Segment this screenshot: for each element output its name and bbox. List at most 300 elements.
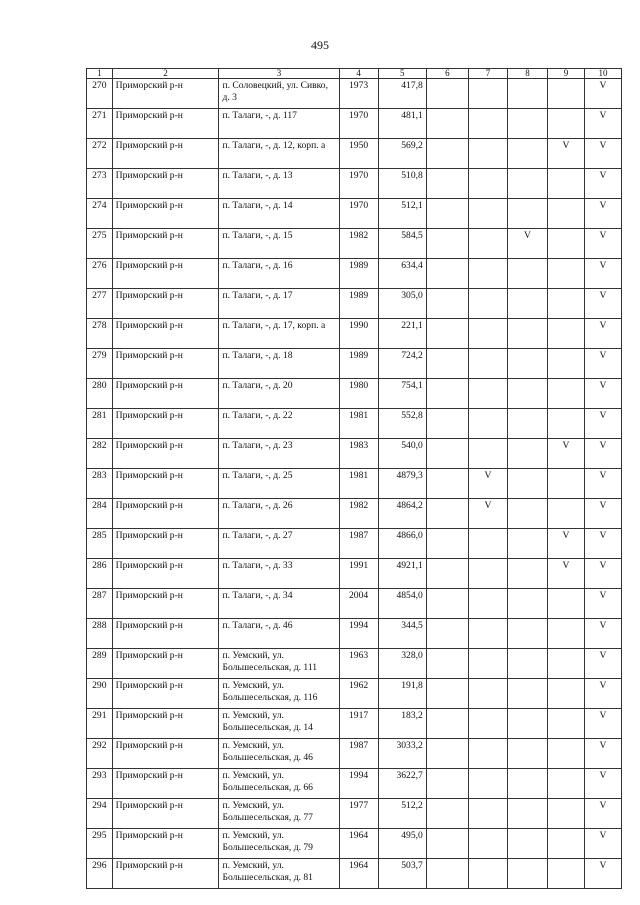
column-10-mark-cell: V — [584, 589, 621, 619]
row-number-cell: 287 — [87, 589, 113, 619]
table-body — [87, 79, 622, 889]
column-7-mark-cell — [468, 829, 507, 859]
column-6-mark-cell — [426, 829, 468, 859]
area-cell: 510,8 — [378, 169, 426, 199]
row-number-cell: 294 — [87, 799, 113, 829]
build-year-cell: 1970 — [339, 199, 378, 229]
build-year-cell: 1994 — [339, 769, 378, 799]
column-8-mark-cell — [507, 199, 547, 229]
district-cell: Приморский р-н — [112, 199, 219, 229]
column-9-mark-cell — [548, 649, 585, 679]
table-row — [87, 439, 622, 469]
column-10-mark-cell: V — [584, 499, 621, 529]
row-number-cell: 296 — [87, 859, 113, 889]
row-number-cell: 288 — [87, 619, 113, 649]
column-10-mark-cell: V — [584, 859, 621, 889]
column-7-mark-cell — [468, 589, 507, 619]
row-number-cell: 295 — [87, 829, 113, 859]
table-row — [87, 469, 622, 499]
column-9-mark-cell — [548, 349, 585, 379]
address-cell: п. Уемский, ул. Большесельская, д. 111 — [219, 649, 339, 679]
address-cell: п. Талаги, -, д. 46 — [219, 619, 339, 649]
column-9-mark-cell: V — [548, 559, 585, 589]
area-cell: 328,0 — [378, 649, 426, 679]
column-header: 7 — [468, 69, 507, 79]
column-8-mark-cell — [507, 739, 547, 769]
area-cell: 481,1 — [378, 109, 426, 139]
address-cell: п. Уемский, ул. Большесельская, д. 46 — [219, 739, 339, 769]
column-number-header-row — [87, 69, 622, 79]
row-number-cell: 283 — [87, 469, 113, 499]
column-7-mark-cell — [468, 109, 507, 139]
column-8-mark-cell — [507, 769, 547, 799]
column-7-mark-cell: V — [468, 499, 507, 529]
column-9-mark-cell — [548, 409, 585, 439]
row-number-cell: 292 — [87, 739, 113, 769]
column-10-mark-cell: V — [584, 229, 621, 259]
column-10-mark-cell: V — [584, 829, 621, 859]
row-number-cell: 285 — [87, 529, 113, 559]
column-6-mark-cell — [426, 559, 468, 589]
column-9-mark-cell — [548, 469, 585, 499]
column-9-mark-cell — [548, 679, 585, 709]
column-7-mark-cell — [468, 259, 507, 289]
address-cell: п. Талаги, -, д. 26 — [219, 499, 339, 529]
column-6-mark-cell — [426, 739, 468, 769]
column-6-mark-cell — [426, 859, 468, 889]
table-row — [87, 289, 622, 319]
column-7-mark-cell — [468, 379, 507, 409]
address-cell: п. Талаги, -, д. 20 — [219, 379, 339, 409]
column-6-mark-cell — [426, 529, 468, 559]
column-10-mark-cell: V — [584, 139, 621, 169]
column-7-mark-cell — [468, 409, 507, 439]
column-10-mark-cell: V — [584, 289, 621, 319]
area-cell: 503,7 — [378, 859, 426, 889]
column-7-mark-cell — [468, 679, 507, 709]
table-row — [87, 739, 622, 769]
district-cell: Приморский р-н — [112, 409, 219, 439]
table-row — [87, 109, 622, 139]
housing-registry-table — [86, 68, 622, 889]
column-10-mark-cell: V — [584, 349, 621, 379]
build-year-cell: 1970 — [339, 169, 378, 199]
row-number-cell: 277 — [87, 289, 113, 319]
column-6-mark-cell — [426, 709, 468, 739]
address-cell: п. Уемский, ул. Большесельская, д. 81 — [219, 859, 339, 889]
column-6-mark-cell — [426, 289, 468, 319]
address-cell: п. Талаги, -, д. 27 — [219, 529, 339, 559]
row-number-cell: 270 — [87, 79, 113, 109]
column-6-mark-cell — [426, 379, 468, 409]
column-10-mark-cell: V — [584, 619, 621, 649]
build-year-cell: 1987 — [339, 739, 378, 769]
column-7-mark-cell — [468, 739, 507, 769]
column-6-mark-cell — [426, 229, 468, 259]
column-9-mark-cell — [548, 739, 585, 769]
row-number-cell: 290 — [87, 679, 113, 709]
area-cell: 4879,3 — [378, 469, 426, 499]
column-10-mark-cell: V — [584, 799, 621, 829]
address-cell: п. Уемский, ул. Большесельская, д. 116 — [219, 679, 339, 709]
column-7-mark-cell — [468, 439, 507, 469]
address-cell: п. Уемский, ул. Большесельская, д. 79 — [219, 829, 339, 859]
column-8-mark-cell — [507, 289, 547, 319]
column-7-mark-cell: V — [468, 469, 507, 499]
column-header: 6 — [426, 69, 468, 79]
column-9-mark-cell — [548, 109, 585, 139]
row-number-cell: 275 — [87, 229, 113, 259]
column-9-mark-cell — [548, 499, 585, 529]
area-cell: 191,8 — [378, 679, 426, 709]
address-cell: п. Талаги, -, д. 25 — [219, 469, 339, 499]
area-cell: 634,4 — [378, 259, 426, 289]
column-9-mark-cell — [548, 199, 585, 229]
column-header: 9 — [548, 69, 585, 79]
column-10-mark-cell: V — [584, 259, 621, 289]
column-6-mark-cell — [426, 319, 468, 349]
table-row — [87, 349, 622, 379]
column-7-mark-cell — [468, 319, 507, 349]
area-cell: 540,0 — [378, 439, 426, 469]
column-8-mark-cell — [507, 109, 547, 139]
column-6-mark-cell — [426, 409, 468, 439]
column-9-mark-cell: V — [548, 529, 585, 559]
district-cell: Приморский р-н — [112, 259, 219, 289]
column-7-mark-cell — [468, 79, 507, 109]
column-6-mark-cell — [426, 139, 468, 169]
area-cell: 584,5 — [378, 229, 426, 259]
column-8-mark-cell — [507, 799, 547, 829]
address-cell: п. Талаги, -, д. 33 — [219, 559, 339, 589]
column-8-mark-cell — [507, 619, 547, 649]
address-cell: п. Талаги, -, д. 18 — [219, 349, 339, 379]
column-10-mark-cell: V — [584, 739, 621, 769]
area-cell: 4866,0 — [378, 529, 426, 559]
column-8-mark-cell — [507, 379, 547, 409]
column-header: 5 — [378, 69, 426, 79]
table-row — [87, 799, 622, 829]
address-cell: п. Соловецкий, ул. Сивко, д. 3 — [219, 79, 339, 109]
column-6-mark-cell — [426, 469, 468, 499]
table-row — [87, 829, 622, 859]
column-10-mark-cell: V — [584, 109, 621, 139]
build-year-cell: 1982 — [339, 229, 378, 259]
column-header: 10 — [584, 69, 621, 79]
column-6-mark-cell — [426, 649, 468, 679]
area-cell: 183,2 — [378, 709, 426, 739]
row-number-cell: 281 — [87, 409, 113, 439]
area-cell: 754,1 — [378, 379, 426, 409]
district-cell: Приморский р-н — [112, 289, 219, 319]
column-10-mark-cell: V — [584, 469, 621, 499]
district-cell: Приморский р-н — [112, 799, 219, 829]
column-7-mark-cell — [468, 139, 507, 169]
column-6-mark-cell — [426, 769, 468, 799]
column-6-mark-cell — [426, 499, 468, 529]
build-year-cell: 1964 — [339, 859, 378, 889]
row-number-cell: 282 — [87, 439, 113, 469]
column-9-mark-cell — [548, 379, 585, 409]
column-9-mark-cell — [548, 859, 585, 889]
address-cell: п. Талаги, -, д. 16 — [219, 259, 339, 289]
column-9-mark-cell — [548, 169, 585, 199]
build-year-cell: 1991 — [339, 559, 378, 589]
district-cell: Приморский р-н — [112, 739, 219, 769]
address-cell: п. Талаги, -, д. 15 — [219, 229, 339, 259]
table-row — [87, 199, 622, 229]
column-header: 3 — [219, 69, 339, 79]
column-10-mark-cell: V — [584, 439, 621, 469]
district-cell: Приморский р-н — [112, 229, 219, 259]
column-8-mark-cell — [507, 409, 547, 439]
area-cell: 344,5 — [378, 619, 426, 649]
column-7-mark-cell — [468, 289, 507, 319]
build-year-cell: 1982 — [339, 499, 378, 529]
column-10-mark-cell: V — [584, 79, 621, 109]
area-cell: 512,1 — [378, 199, 426, 229]
column-8-mark-cell — [507, 529, 547, 559]
column-8-mark-cell — [507, 499, 547, 529]
column-10-mark-cell: V — [584, 529, 621, 559]
column-10-mark-cell: V — [584, 169, 621, 199]
column-8-mark-cell — [507, 709, 547, 739]
area-cell: 724,2 — [378, 349, 426, 379]
district-cell: Приморский р-н — [112, 109, 219, 139]
table-row — [87, 139, 622, 169]
column-8-mark-cell — [507, 139, 547, 169]
row-number-cell: 293 — [87, 769, 113, 799]
build-year-cell: 1994 — [339, 619, 378, 649]
build-year-cell: 1980 — [339, 379, 378, 409]
table-row — [87, 769, 622, 799]
column-6-mark-cell — [426, 589, 468, 619]
column-10-mark-cell: V — [584, 319, 621, 349]
district-cell: Приморский р-н — [112, 709, 219, 739]
column-10-mark-cell: V — [584, 709, 621, 739]
area-cell: 305,0 — [378, 289, 426, 319]
column-10-mark-cell: V — [584, 769, 621, 799]
district-cell: Приморский р-н — [112, 439, 219, 469]
column-9-mark-cell — [548, 259, 585, 289]
column-8-mark-cell — [507, 439, 547, 469]
column-header: 2 — [112, 69, 219, 79]
column-9-mark-cell — [548, 619, 585, 649]
column-7-mark-cell — [468, 229, 507, 259]
district-cell: Приморский р-н — [112, 769, 219, 799]
column-header: 8 — [507, 69, 547, 79]
column-10-mark-cell: V — [584, 409, 621, 439]
table-row — [87, 619, 622, 649]
column-7-mark-cell — [468, 769, 507, 799]
column-6-mark-cell — [426, 79, 468, 109]
district-cell: Приморский р-н — [112, 529, 219, 559]
address-cell: п. Талаги, -, д. 17 — [219, 289, 339, 319]
build-year-cell: 1970 — [339, 109, 378, 139]
column-7-mark-cell — [468, 559, 507, 589]
column-6-mark-cell — [426, 799, 468, 829]
row-number-cell: 272 — [87, 139, 113, 169]
build-year-cell: 1963 — [339, 649, 378, 679]
build-year-cell: 1989 — [339, 289, 378, 319]
table-row — [87, 589, 622, 619]
table-row — [87, 529, 622, 559]
table-row — [87, 79, 622, 109]
district-cell: Приморский р-н — [112, 589, 219, 619]
table-row — [87, 409, 622, 439]
column-9-mark-cell — [548, 289, 585, 319]
district-cell: Приморский р-н — [112, 349, 219, 379]
column-6-mark-cell — [426, 679, 468, 709]
address-cell: п. Уемский, ул. Большесельская, д. 77 — [219, 799, 339, 829]
column-7-mark-cell — [468, 649, 507, 679]
column-8-mark-cell — [507, 679, 547, 709]
district-cell: Приморский р-н — [112, 649, 219, 679]
column-8-mark-cell — [507, 169, 547, 199]
column-7-mark-cell — [468, 619, 507, 649]
district-cell: Приморский р-н — [112, 859, 219, 889]
address-cell: п. Талаги, -, д. 117 — [219, 109, 339, 139]
column-9-mark-cell — [548, 319, 585, 349]
address-cell: п. Талаги, -, д. 12, корп. а — [219, 139, 339, 169]
build-year-cell: 1989 — [339, 259, 378, 289]
column-10-mark-cell: V — [584, 649, 621, 679]
district-cell: Приморский р-н — [112, 469, 219, 499]
column-6-mark-cell — [426, 109, 468, 139]
column-6-mark-cell — [426, 619, 468, 649]
address-cell: п. Талаги, -, д. 34 — [219, 589, 339, 619]
district-cell: Приморский р-н — [112, 319, 219, 349]
address-cell: п. Талаги, -, д. 17, корп. а — [219, 319, 339, 349]
column-7-mark-cell — [468, 529, 507, 559]
row-number-cell: 284 — [87, 499, 113, 529]
column-10-mark-cell: V — [584, 559, 621, 589]
column-6-mark-cell — [426, 169, 468, 199]
row-number-cell: 271 — [87, 109, 113, 139]
row-number-cell: 286 — [87, 559, 113, 589]
column-header: 4 — [339, 69, 378, 79]
row-number-cell: 289 — [87, 649, 113, 679]
area-cell: 3033,2 — [378, 739, 426, 769]
build-year-cell: 1917 — [339, 709, 378, 739]
column-8-mark-cell — [507, 79, 547, 109]
column-9-mark-cell — [548, 709, 585, 739]
area-cell: 4864,2 — [378, 499, 426, 529]
address-cell: п. Уемский, ул. Большесельская, д. 66 — [219, 769, 339, 799]
row-number-cell: 278 — [87, 319, 113, 349]
column-9-mark-cell — [548, 79, 585, 109]
column-8-mark-cell — [507, 829, 547, 859]
area-cell: 495,0 — [378, 829, 426, 859]
column-7-mark-cell — [468, 709, 507, 739]
district-cell: Приморский р-н — [112, 169, 219, 199]
column-8-mark-cell: V — [507, 229, 547, 259]
page-number: 495 — [311, 38, 329, 52]
table-row — [87, 559, 622, 589]
build-year-cell: 1973 — [339, 79, 378, 109]
district-cell: Приморский р-н — [112, 679, 219, 709]
address-cell: п. Талаги, -, д. 13 — [219, 169, 339, 199]
build-year-cell: 2004 — [339, 589, 378, 619]
table-row — [87, 679, 622, 709]
district-cell: Приморский р-н — [112, 139, 219, 169]
column-6-mark-cell — [426, 199, 468, 229]
area-cell: 512,2 — [378, 799, 426, 829]
build-year-cell: 1964 — [339, 829, 378, 859]
area-cell: 3622,7 — [378, 769, 426, 799]
column-8-mark-cell — [507, 589, 547, 619]
district-cell: Приморский р-н — [112, 619, 219, 649]
column-8-mark-cell — [507, 469, 547, 499]
column-9-mark-cell — [548, 229, 585, 259]
column-7-mark-cell — [468, 859, 507, 889]
table-row — [87, 259, 622, 289]
district-cell: Приморский р-н — [112, 379, 219, 409]
area-cell: 221,1 — [378, 319, 426, 349]
table-row — [87, 379, 622, 409]
build-year-cell: 1987 — [339, 529, 378, 559]
column-8-mark-cell — [507, 259, 547, 289]
column-8-mark-cell — [507, 649, 547, 679]
table-row — [87, 169, 622, 199]
column-9-mark-cell — [548, 799, 585, 829]
column-9-mark-cell — [548, 829, 585, 859]
table-row — [87, 709, 622, 739]
column-9-mark-cell: V — [548, 439, 585, 469]
column-10-mark-cell: V — [584, 199, 621, 229]
column-7-mark-cell — [468, 199, 507, 229]
column-header: 1 — [87, 69, 113, 79]
address-cell: п. Талаги, -, д. 23 — [219, 439, 339, 469]
row-number-cell: 273 — [87, 169, 113, 199]
row-number-cell: 291 — [87, 709, 113, 739]
column-9-mark-cell — [548, 769, 585, 799]
row-number-cell: 274 — [87, 199, 113, 229]
column-7-mark-cell — [468, 349, 507, 379]
address-cell: п. Талаги, -, д. 14 — [219, 199, 339, 229]
build-year-cell: 1983 — [339, 439, 378, 469]
row-number-cell: 276 — [87, 259, 113, 289]
table-row — [87, 229, 622, 259]
address-cell: п. Талаги, -, д. 22 — [219, 409, 339, 439]
column-6-mark-cell — [426, 259, 468, 289]
column-8-mark-cell — [507, 319, 547, 349]
build-year-cell: 1990 — [339, 319, 378, 349]
column-7-mark-cell — [468, 799, 507, 829]
column-6-mark-cell — [426, 349, 468, 379]
row-number-cell: 280 — [87, 379, 113, 409]
area-cell: 552,8 — [378, 409, 426, 439]
build-year-cell: 1981 — [339, 409, 378, 439]
build-year-cell: 1981 — [339, 469, 378, 499]
column-10-mark-cell: V — [584, 379, 621, 409]
table-row — [87, 859, 622, 889]
area-cell: 4921,1 — [378, 559, 426, 589]
column-7-mark-cell — [468, 169, 507, 199]
area-cell: 569,2 — [378, 139, 426, 169]
table-row — [87, 499, 622, 529]
district-cell: Приморский р-н — [112, 829, 219, 859]
column-9-mark-cell: V — [548, 139, 585, 169]
build-year-cell: 1950 — [339, 139, 378, 169]
table-row — [87, 649, 622, 679]
district-cell: Приморский р-н — [112, 559, 219, 589]
column-8-mark-cell — [507, 559, 547, 589]
build-year-cell: 1962 — [339, 679, 378, 709]
column-6-mark-cell — [426, 439, 468, 469]
table-row — [87, 319, 622, 349]
district-cell: Приморский р-н — [112, 79, 219, 109]
